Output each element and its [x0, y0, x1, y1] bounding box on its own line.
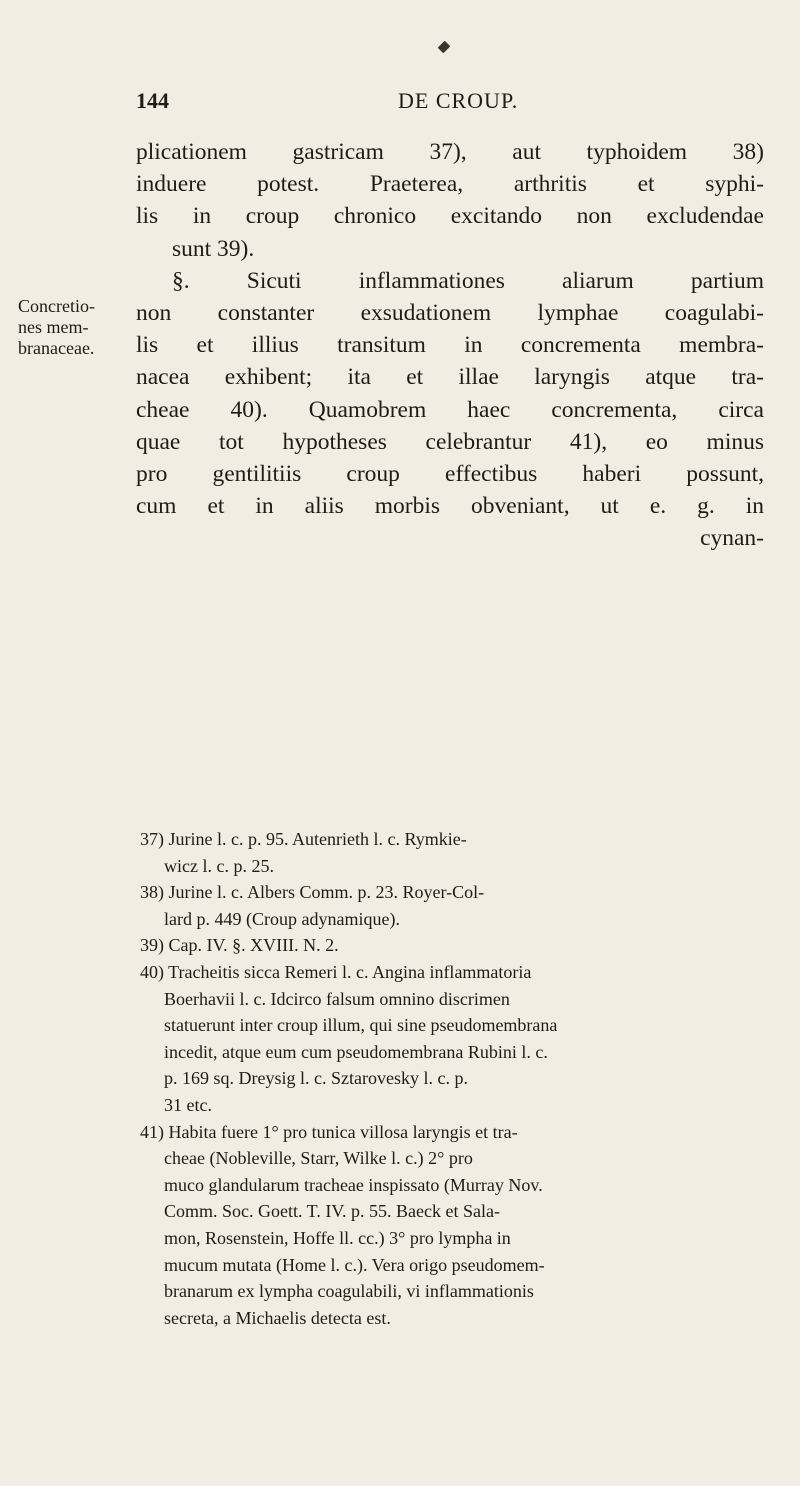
text-line: pro gentilitiis croup effectibus haberi possunt, — [136, 461, 764, 488]
text-line: cum et in aliis morbis obveniant, ut e. g. in — [136, 493, 764, 520]
text-line: lis in croup chronico excitando non excludendae — [136, 203, 764, 230]
text-line: cheae 40). Quamobrem haec concrementa, circa — [136, 396, 764, 423]
text-line: lis et illius transitum in concrementa membra- — [136, 332, 764, 359]
catchword: cynan- — [700, 525, 764, 552]
footnote-line: statuerunt inter croup illum, qui sine pseudomembrana — [164, 1015, 558, 1036]
footnote-line: lard p. 449 (Croup adynamique). — [164, 908, 400, 929]
running-head: DE CROUP. — [398, 88, 519, 113]
footnote-line: mucum mutata (Home l. c.). Vera origo pseudomem- — [164, 1254, 545, 1275]
footnote-line: p. 169 sq. Dreysig l. c. Sztarovesky l. c. p. — [164, 1068, 468, 1089]
footnote-line: 39) Cap. IV. §. XVIII. N. 2. — [140, 935, 339, 956]
footnote-line: 40) Tracheitis sicca Remeri l. c. Angina inflammatoria — [140, 961, 532, 982]
footnote-line: cheae (Nobleville, Starr, Wilke l. c.) 2° pro — [164, 1148, 473, 1169]
text-line: non constanter exsudationem lymphae coagulabi- — [136, 300, 764, 327]
footnote-line: wicz l. c. p. 25. — [164, 855, 274, 876]
footnote-line: 41) Habita fuere 1° pro tunica villosa laryngis et tra- — [140, 1121, 518, 1142]
margin-note-line: nes mem- — [18, 317, 89, 337]
footnote-line: 38) Jurine l. c. Albers Comm. p. 23. Royer-Col- — [140, 882, 485, 903]
text-line: nacea exhibent; ita et illae laryngis atque tra- — [136, 364, 764, 391]
footnote-line: Comm. Soc. Goett. T. IV. p. 55. Baeck et Sala- — [164, 1201, 500, 1222]
margin-note-line: Concretio- — [18, 296, 95, 316]
text-line: induere potest. Praeterea, arthritis et syphi- — [136, 171, 764, 198]
text-line: quae tot hypotheses celebrantur 41), eo minus — [136, 428, 764, 455]
page-number: 144 — [136, 88, 169, 113]
footnote-line: mon, Rosenstein, Hoffe ll. cc.) 3° pro lympha in — [164, 1227, 511, 1248]
footnote-line: 37) Jurine l. c. p. 95. Autenrieth l. c. Rymkie- — [140, 829, 467, 849]
margin-note-line: branaceae. — [18, 338, 95, 358]
footnote-line: incedit, atque eum cum pseudomembrana Rubini l. c. — [164, 1041, 548, 1062]
footnote-line: Boerhavii l. c. Idcirco falsum omnino discrimen — [164, 988, 510, 1009]
printer-mark — [438, 41, 451, 54]
text-line: sunt 39). — [172, 235, 255, 262]
text-line: §. Sicuti inflammationes aliarum partium — [172, 267, 764, 294]
footnote-line: secreta, a Michaelis detecta est. — [164, 1307, 391, 1328]
footnote-line: 31 etc. — [164, 1094, 212, 1115]
footnotes — [140, 826, 768, 1331]
footnote-line: branarum ex lympha coagulabili, vi inflammationis — [164, 1281, 534, 1302]
text-line: plicationem gastricam 37), aut typhoidem 38) — [136, 139, 764, 165]
main-text — [136, 136, 764, 555]
margin-note — [18, 296, 128, 359]
footnote-line: muco glandularum tracheae inspissato (Murray Nov. — [164, 1174, 543, 1195]
page-header — [136, 88, 696, 120]
